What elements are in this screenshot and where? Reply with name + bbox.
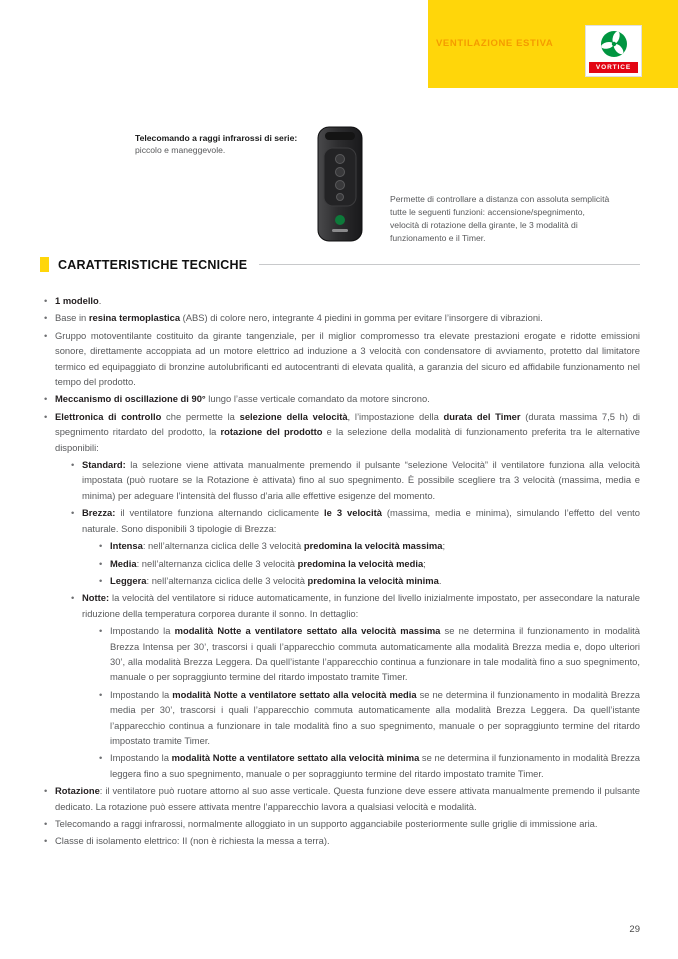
feature-text: Meccanismo di oscillazione di 90° lungo l’asse verticale comandato da motore sincrono. [55, 393, 430, 405]
feature-text: Notte: la velocità del ventilatore si riduce automaticamente, in funzione del livello inizialmente impostato, per assecondare la naturale riduzione della temperatura corporea durante il sonno. In dettaglio: [82, 592, 640, 619]
feature-item [44, 391, 640, 406]
section-rule [259, 264, 640, 265]
feature-text: Intensa: nell’alternanza ciclica delle 3 velocità predomina la velocità massima; [110, 540, 446, 552]
feature-item [44, 783, 640, 814]
bullet-icon: • [99, 557, 103, 569]
bullet-icon: • [44, 818, 48, 829]
page-section-title: VENTILAZIONE ESTIVA [436, 38, 554, 49]
bullet-icon: • [99, 540, 103, 552]
remote-caption-title: Telecomando a raggi infrarossi di serie: [135, 133, 298, 143]
feature-text: Telecomando a raggi infrarossi, normalmente alloggiato in un supporto agganciabile posteriormente sulle griglie di immissione aria. [55, 818, 598, 829]
feature-item [99, 687, 640, 749]
feature-item [99, 538, 640, 553]
page-number: 29 [629, 924, 640, 935]
feature-item [99, 750, 640, 781]
bullet-icon: • [71, 592, 75, 604]
bullet-icon: • [44, 785, 48, 797]
bullet-icon: • [44, 835, 48, 847]
section-header [40, 257, 640, 272]
feature-item [99, 556, 640, 571]
feature-text: Classe di isolamento elettrico: II (non è richiesta la messa a terra). [55, 835, 330, 847]
header-band [428, 0, 678, 88]
feature-item [44, 293, 640, 308]
feature-text: Leggera: nell’alternanza ciclica delle 3 velocità predomina la velocità minima. [110, 574, 442, 586]
remote-caption [135, 132, 297, 157]
bullet-icon: • [44, 312, 48, 324]
feature-item [71, 505, 640, 536]
bullet-icon: • [44, 410, 48, 422]
feature-text: Impostando la modalità Notte a ventilatore settato alla velocità massima se ne determina il funzionamento in modalità Brezza Intensa per 30’, trascorsi i quali l’apparecchio commuta automaticamente alla modalità Brezza media e, dopo ulteriori 30’, alla modalità Brezza Leggera. Da quell’istante l’apparecchio continua a funzionare in tale modalità fino a suo spegnimento, manuale o per sopraggiunto termine del ritardo impostato tramite Timer. [110, 625, 641, 683]
feature-item [44, 328, 640, 390]
remote-description: Permette di controllare a distanza con assoluta semplicità tutte le seguenti funzioni: accensione/spegnimento, velocità di rotazione della girante, le 3 modalità di funzionamento e il Timer. [390, 194, 610, 243]
remote-caption-sub: piccolo e maneggevole. [135, 145, 226, 156]
feature-item [99, 573, 640, 588]
feature-text: Impostando la modalità Notte a ventilatore settato alla velocità minima se ne determina il funzionamento in modalità Brezza leggera fino a suo spegnimento, manuale o per sopraggiunto termine del ritardo impostato tramite Timer. [110, 752, 641, 779]
feature-item [99, 623, 640, 685]
feature-item [44, 310, 640, 325]
bullet-icon: • [44, 295, 48, 306]
vortice-wordmark: VORTICE [589, 62, 638, 74]
bullet-icon: • [44, 329, 48, 341]
bullet-icon: • [99, 688, 103, 700]
section-title: CARATTERISTICHE TECNICHE [58, 257, 248, 272]
feature-item [44, 816, 640, 831]
feature-item [44, 833, 640, 848]
feature-text: Impostando la modalità Notte a ventilatore settato alla velocità media se ne determina il funzionamento in modalità Brezza media per 30’, trascorsi i quali l’apparecchio commuta automaticamente alla modalità Brezza Leggera. Da quell’istante l’apparecchio continua a funzionare in tale modalità fino a suo spegnimento, manuale o per sopraggiunto termine del ritardo impostato tramite Timer. [110, 688, 640, 746]
features-list [44, 293, 640, 851]
feature-item [71, 457, 640, 503]
feature-text: Media: nell’alternanza ciclica delle 3 velocità predomina la velocità media; [110, 557, 426, 569]
feature-text: 1 modello. [55, 295, 102, 306]
bullet-icon: • [99, 752, 103, 764]
feature-text: Elettronica di controllo che permette la selezione della velocità, l’impostazione della durata del Timer (durata massima 7,5 h) di spegnimento ritardato del prodotto, la rotazione del prodotto e la selezione della modalità di funzionamento preferita tra le alternative disponibili: [55, 410, 640, 453]
feature-text: Rotazione: il ventilatore può ruotare attorno al suo asse verticale. Questa funzione deve essere attivata manualmente premendo il pulsante dedicato. La rotazione può essere attivata mentre l’apparecchio lavora a qualsiasi velocità e modalità. [55, 785, 640, 812]
feature-text: Brezza: il ventilatore funziona alternando ciclicamente le 3 velocità (massima, media e minima), simulando l’effetto del vento naturale. Sono disponibili 3 tipologie di Brezza: [82, 507, 640, 534]
feature-text: Standard: la selezione viene attivata manualmente premendo il pulsante “selezione Velocità” il ventilatore funziona alla velocità impostata (può ruotare se la Rotazione è attivata) fino al suo spegnimento. È possibile scegliere tra 3 velocità (massima, media e minima) per adeguare l’intensità del flusso d’aria alle effettive esigenze del momento. [82, 459, 640, 501]
bullet-icon: • [71, 459, 75, 471]
bullet-icon: • [44, 393, 48, 405]
bullet-icon: • [71, 507, 75, 519]
feature-item [71, 590, 640, 621]
feature-item [44, 409, 640, 455]
feature-text: Base in resina termoplastica (ABS) di colore nero, integrante 4 piedini in gomma per evitare l’insorgere di vibrazioni. [55, 312, 543, 324]
feature-text: Gruppo motoventilante costituito da girante tangenziale, per il miglior compromesso tra elevate prestazioni erogate e ridotte emissioni sonore, direttamente accoppiata ad un motore elettrico ad induzione a 3 velocità con condensatore di avviamento, protetto dal limitatore termico ed equipaggiato di bronzine autolubrificanti ed autocentranti di elevata qualità, a garanzia del sicuro ed affidabile funzionamento nel tempo del prodotto. [55, 329, 640, 388]
section-marker-icon [40, 257, 49, 272]
bullet-icon: • [99, 574, 103, 586]
bullet-icon: • [99, 625, 103, 637]
fan-icon [599, 29, 629, 64]
intro-section [0, 118, 678, 278]
vortice-logo [585, 25, 642, 77]
remote-control-image [311, 126, 369, 249]
